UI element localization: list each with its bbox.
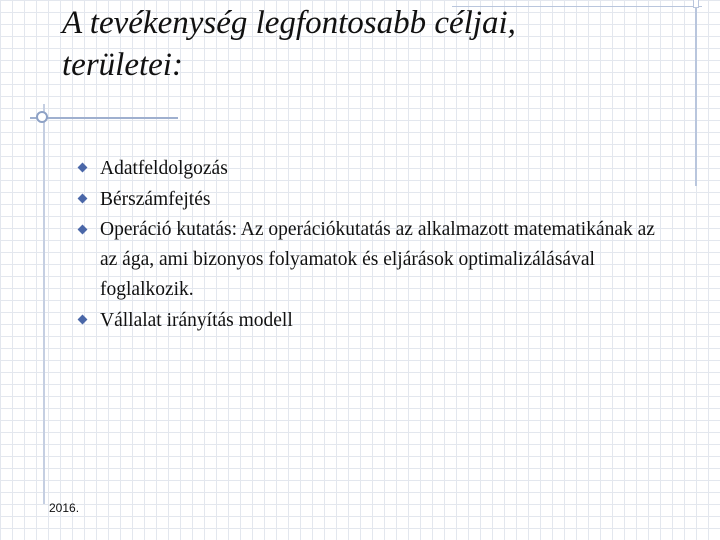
decorative-horizontal-line — [30, 117, 178, 119]
decorative-vertical-line — [43, 104, 45, 504]
bullet-item-berszamfejtes — [72, 184, 672, 215]
decorative-right-line — [695, 0, 697, 186]
bullet-item-adatfeldolgozas — [72, 153, 672, 184]
bullet-item-vallalat-iranyitas — [72, 305, 672, 336]
footer-year: 2016. — [49, 501, 80, 515]
circle-target-icon — [36, 111, 48, 123]
bullet-item-operacio-kutatas — [72, 215, 672, 305]
diamond-icon — [78, 225, 88, 235]
slide-title — [62, 2, 662, 86]
bullet-text: Operáció kutatás: Az operációkutatás az alkalmazott matematikának az az ága, ami bizonyos folyamatok és eljárások optimalizálásával foglalkozik. — [100, 219, 655, 300]
decorative-right-mark — [693, 0, 699, 8]
slide-title-line1: A tevékenység legfontosabb céljai, — [62, 5, 516, 41]
bullet-text: Adatfeldolgozás — [100, 158, 228, 179]
diamond-icon — [78, 163, 88, 173]
bullet-text: Vállalat irányítás modell — [100, 310, 293, 331]
bullet-list — [72, 153, 672, 336]
bullet-text: Bérszámfejtés — [100, 189, 211, 210]
diamond-icon — [78, 194, 88, 204]
slide-title-line2: területei: — [62, 47, 183, 83]
diamond-icon — [78, 315, 88, 325]
